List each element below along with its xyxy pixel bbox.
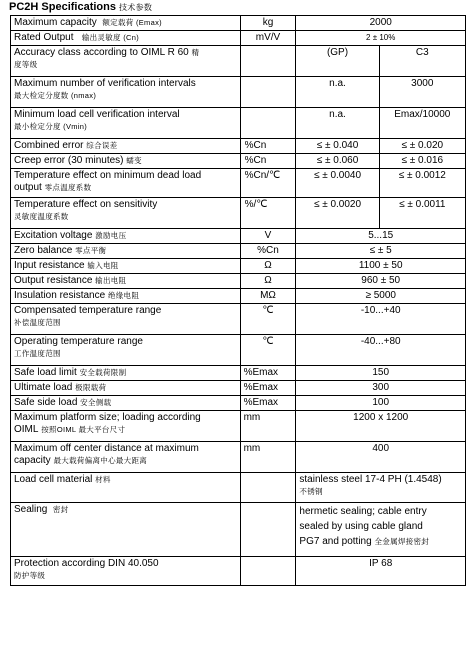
table-row xyxy=(11,473,466,503)
row-value: 960 ± 50 xyxy=(296,274,466,289)
title-cn: 技术参数 xyxy=(118,3,153,12)
row-label: Sealing 密封 xyxy=(11,503,241,557)
table-row xyxy=(11,335,466,366)
table-row xyxy=(11,31,466,46)
row-value-1: (GP) xyxy=(296,46,379,77)
row-value: 1200 x 1200 xyxy=(296,411,466,442)
row-label: Maximum number of verification intervals 最大检定分度数 (nmax) xyxy=(11,77,241,108)
row-value: 300 xyxy=(296,381,466,396)
row-label: Operating temperature range 工作温度范围 xyxy=(11,335,241,366)
table-row xyxy=(11,557,466,586)
table-row xyxy=(11,77,466,108)
row-value: 400 xyxy=(296,442,466,473)
row-value-2: ≤ ± 0.020 xyxy=(379,139,465,154)
row-value: 150 xyxy=(296,366,466,381)
row-value-1: ≤ ± 0.060 xyxy=(296,154,379,169)
row-unit: Ω xyxy=(240,259,296,274)
row-value-1: ≤ ± 0.0020 xyxy=(296,198,379,229)
row-label: Safe load limit 安全载荷限制 xyxy=(11,366,241,381)
row-label: Accuracy class according to OIML R 60 精 度等级 xyxy=(11,46,241,77)
table-row xyxy=(11,366,466,381)
row-value: hermetic sealing; cable entry sealed by using cable gland PG7 and potting 全金属焊接密封 xyxy=(296,503,466,557)
row-label: Rated Output 输出灵敏度 (Cn) xyxy=(11,31,241,46)
table-row xyxy=(11,304,466,335)
row-unit: mV/V xyxy=(240,31,296,46)
row-unit: mm xyxy=(240,411,296,442)
row-unit: V xyxy=(240,229,296,244)
row-unit: ℃ xyxy=(240,304,296,335)
row-unit: %Emax xyxy=(240,396,296,411)
table-row xyxy=(11,139,466,154)
table-row xyxy=(11,169,466,198)
row-label: Excitation voltage 激励电压 xyxy=(11,229,241,244)
row-label: Maximum off center distance at maximum capacity 最大载荷偏离中心最大距离 xyxy=(11,442,241,473)
row-label: Load cell material 材料 xyxy=(11,473,241,503)
row-value: IP 68 xyxy=(296,557,466,586)
row-unit: MΩ xyxy=(240,289,296,304)
table-row xyxy=(11,46,466,77)
table-row xyxy=(11,396,466,411)
table-row xyxy=(11,274,466,289)
row-unit: %Cn xyxy=(240,154,296,169)
row-value: 2 ± 10% xyxy=(296,31,466,46)
row-label: Output resistance 输出电阻 xyxy=(11,274,241,289)
table-row xyxy=(11,229,466,244)
row-unit: %Cn xyxy=(240,139,296,154)
row-unit: %/℃ xyxy=(240,198,296,229)
row-label: Compensated temperature range 补偿温度范围 xyxy=(11,304,241,335)
row-unit: Ω xyxy=(240,274,296,289)
row-unit: %Cn/℃ xyxy=(240,169,296,198)
row-value: ≥ 5000 xyxy=(296,289,466,304)
row-value: ≤ ± 5 xyxy=(296,244,466,259)
row-label: Insulation resistance 绝缘电阻 xyxy=(11,289,241,304)
row-label: Protection according DIN 40.050 防护等级 xyxy=(11,557,241,586)
row-label: Creep error (30 minutes) 蠕变 xyxy=(11,154,241,169)
row-value-1: ≤ ± 0.040 xyxy=(296,139,379,154)
row-label: Input resistance 输入电阻 xyxy=(11,259,241,274)
row-label: Safe side load 安全侧载 xyxy=(11,396,241,411)
row-value: 5...15 xyxy=(296,229,466,244)
table-row xyxy=(11,411,466,442)
row-label: Maximum platform size; loading according OIML 按照OIML 最大平台尺寸 xyxy=(11,411,241,442)
row-unit xyxy=(240,77,296,108)
row-value: 1100 ± 50 xyxy=(296,259,466,274)
row-unit: %Cn xyxy=(240,244,296,259)
row-unit xyxy=(240,503,296,557)
row-label: Ultimate load 极限载荷 xyxy=(11,381,241,396)
row-value-1: ≤ ± 0.0040 xyxy=(296,169,379,198)
row-value: stainless steel 17-4 PH (1.4548) 不锈钢 xyxy=(296,473,466,503)
row-value-2: C3 xyxy=(379,46,465,77)
row-unit: %Emax xyxy=(240,366,296,381)
title-en: PC2H Specifications xyxy=(9,1,116,13)
row-unit xyxy=(240,473,296,503)
row-label: Maximum capacity 额定载荷 (Emax) xyxy=(11,16,241,31)
table-row xyxy=(11,259,466,274)
row-unit xyxy=(240,557,296,586)
table-row xyxy=(11,503,466,557)
table-row xyxy=(11,16,466,31)
row-value: 100 xyxy=(296,396,466,411)
table-row xyxy=(11,198,466,229)
row-label: Zero balance 零点平衡 xyxy=(11,244,241,259)
row-label: Temperature effect on sensitivity 灵敏度温度系数 xyxy=(11,198,241,229)
row-value-2: Emax/10000 xyxy=(379,108,465,139)
table-row xyxy=(11,289,466,304)
row-label: Minimum load cell verification interval 最小检定分度 (Vmin) xyxy=(11,108,241,139)
row-value: 2000 xyxy=(296,16,466,31)
table-row xyxy=(11,442,466,473)
row-unit: mm xyxy=(240,442,296,473)
row-label: Temperature effect on minimum dead load output 零点温度系数 xyxy=(11,169,241,198)
table-row xyxy=(11,154,466,169)
row-unit xyxy=(240,46,296,77)
row-value-2: 3000 xyxy=(379,77,465,108)
row-value-2: ≤ ± 0.0012 xyxy=(379,169,465,198)
row-unit: kg xyxy=(240,16,296,31)
page-title xyxy=(9,1,152,13)
row-value: -40...+80 xyxy=(296,335,466,366)
row-value: -10...+40 xyxy=(296,304,466,335)
table-row xyxy=(11,381,466,396)
row-value-1: n.a. xyxy=(296,108,379,139)
table-row xyxy=(11,244,466,259)
row-value-2: ≤ ± 0.0011 xyxy=(379,198,465,229)
specifications-table xyxy=(10,15,466,586)
row-value-2: ≤ ± 0.016 xyxy=(379,154,465,169)
row-unit: %Emax xyxy=(240,381,296,396)
row-unit: ℃ xyxy=(240,335,296,366)
table-row xyxy=(11,108,466,139)
row-value-1: n.a. xyxy=(296,77,379,108)
row-label: Combined error 综合误差 xyxy=(11,139,241,154)
row-unit xyxy=(240,108,296,139)
